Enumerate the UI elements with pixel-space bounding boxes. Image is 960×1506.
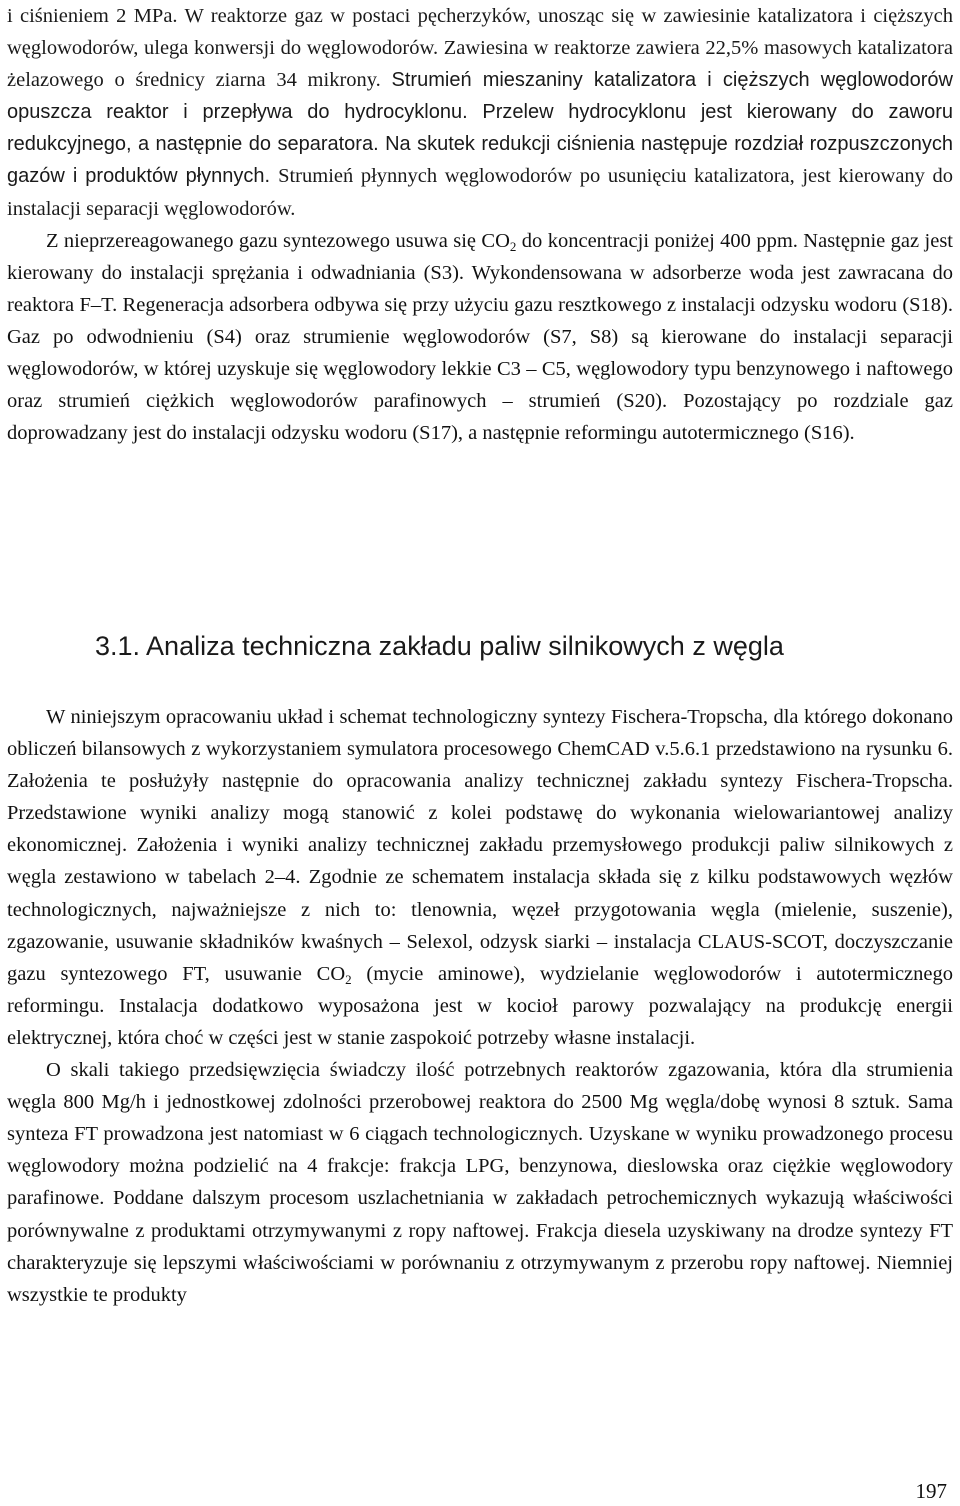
paragraph-text: i ciśnieniem 2 MPa. W reaktorze gaz w postaci pęcherzyków, unosząc się w zawiesinie katalizatora i cięższych węglowodorów, ulega konwersji do węglowodorów. Zawiesina w reaktorze zawiera 22,5% masowych katalizatora żelazowego o średnicy ziarna 34 mikrony. bbox=[7, 5, 953, 92]
paragraph-technical-analysis bbox=[7, 701, 953, 1054]
paragraph-gas-treatment bbox=[7, 225, 953, 450]
section-body bbox=[7, 701, 953, 1311]
subscript: 2 bbox=[345, 971, 352, 987]
document-page bbox=[7, 0, 953, 1506]
paragraph-reactor-description bbox=[7, 0, 953, 225]
paragraph-text: W niniejszym opracowaniu układ i schemat technologiczny syntezy Fischera-Tropscha, dla którego dokonano obliczeń bilansowych z wykorzystaniem symulatora procesowego ChemCAD v.5.6.1 przedstawiono na rysunku 6. Założenia te posłużyły następnie do opracowania analizy technicznej zakładu syntezy Fischera-Tropscha. Przedstawione wyniki analizy mogą stanowić z kolei podstawę do wykonania wielowariantowej analizy ekonomicznej. Założenia i wyniki analizy technicznej zakładu przemysłowego produkcji paliw silnikowych z węgla zestawiono w tabelach 2–4. Zgodnie ze schematem instalacja składa się z kilku podstawowych węzłów technologicznych, najważniejsze z nich to: tlenownia, węzeł przygotowania węgla (mielenie, suszenie), zgazowanie, usuwanie składników kwaśnych – Selexol, odzysk siarki – instalacja CLAUS-SCOT, doczyszczanie gazu syntezowego FT, usuwanie CO bbox=[7, 706, 953, 985]
subscript: 2 bbox=[509, 238, 517, 254]
paragraph-text: (mycie aminowe), wydzielanie węglowodorów i autotermicznego reformingu. Instalacja dodatkowo wyposażona jest w kocioł parowy pozwalający na produkcję energii elektrycznej, która choć w części jest w stanie zaspokoić potrzeby własne instalacji. bbox=[7, 962, 953, 1049]
paragraph-text: Strumień mieszaniny katalizatora i cięższych węglowodorów opuszcza reaktor i przepływa do hydrocyklonu. Przelew hydrocyklonu jest kierowany do zaworu redukcyjnego, a następnie do separatora. Na skutek redukcji ciśnienia następuje rozdział rozpuszczonych gazów i produktów płynnych. bbox=[7, 69, 953, 188]
top-text-block bbox=[7, 0, 953, 449]
paragraph-text: do koncentracji poniżej 400 ppm. Następnie gaz jest kierowany do instalacji sprężania i odwadniania (S3). Wykondensowana w adsorberze woda jest zawracana do reaktora F–T. Regeneracja adsorbera odbywa się przy użyciu gazu resztkowego z instalacji odzysku wodoru (S18). Gaz po odwodnieniu (S4) oraz strumienie węglowodorów (S7, S8) są kierowane do instalacji separacji węglowodorów, w której uzyskuje się węglowodory lekkie C3 – C5, węglowodory typu benzynowego i naftowego oraz strumień ciężkich węglowodorów parafinowych – strumień (S20). Pozostający po rozdziale gaz doprowadzany jest do instalacji odzysku wodoru (S17), a następnie reformingu autotermicznego (S16). bbox=[7, 229, 953, 445]
paragraph-text: Z nieprzereagowanego gazu syntezowego usuwa się CO bbox=[46, 229, 510, 252]
paragraph-text: Strumień płynnych węglowodorów po usunięciu katalizatora, jest kierowany do instalacji separacji węglowodorów. bbox=[7, 165, 954, 220]
paragraph-plant-scale: O skali takiego przedsięwzięcia świadczy ilość potrzebnych reaktorów zgazowania, która dla strumienia węgla 800 Mg/h i jednostkowej zdolności przerobowej reaktora do 2500 Mg węgla/dobę wynosi 8 sztuk. Sama synteza FT prowadzona jest natomiast w 6 ciągach technologicznych. Uzyskane w wyniku prowadzonego procesu węglowodory można podzielić na 4 frakcje: frakcja LPG, benzynowa, dieslowska oraz ciężkie węglowodory parafinowe. Poddane dalszym procesom uszlachetniania w zakładach petrochemicznych wykazują właściwości porównywalne z produktami otrzymywanymi z ropy naftowej. Frakcja diesela uzyskiwany na drodze syntezy FT charakteryzuje się lepszymi właściwościami w porównaniu z otrzymywanym z przerobu ropy naftowej. Niemniej wszystkie te produkty bbox=[7, 1059, 953, 1306]
page-number: 197 bbox=[915, 1479, 947, 1503]
section-heading: 3.1. Analiza techniczna zakładu paliw silnikowych z węgla bbox=[95, 631, 784, 661]
